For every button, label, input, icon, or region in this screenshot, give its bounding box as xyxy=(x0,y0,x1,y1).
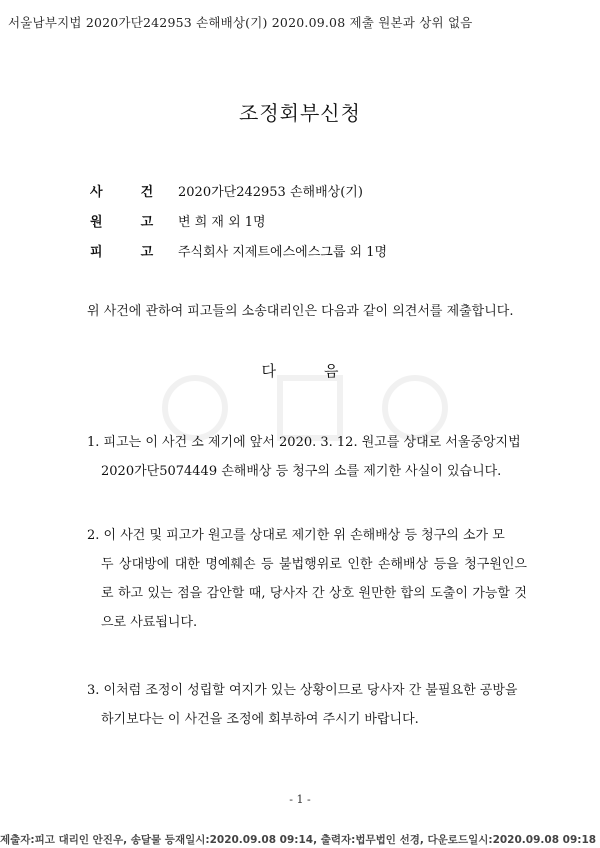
defendant-label xyxy=(90,241,160,260)
plaintiff-label xyxy=(90,211,160,230)
page-number: - 1 - xyxy=(289,793,311,806)
plaintiff-label-char-1: 원 xyxy=(90,215,103,230)
intro-text: 위 사건에 관하여 피고들의 소송대리인은 다음과 같이 의견서를 제출합니다. xyxy=(87,304,514,319)
case-label xyxy=(90,181,160,200)
list-item-first-line: 3. 이처럼 조정이 성립할 여지가 있는 상황이므로 당사자 간 불필요한 공방을 xyxy=(87,683,518,698)
defendant-label-char-2: 고 xyxy=(140,245,154,260)
list-item-first-line: 2. 이 사건 및 피고가 원고를 상대로 제기한 위 손해배상 등 청구의 소가 모 xyxy=(87,528,505,543)
list-item xyxy=(87,521,527,637)
list-item-continuation: 2020가단5074449 손해배상 등 청구의 소를 제기한 사실이 있습니다. xyxy=(101,464,502,479)
list-item-continuation: 하기보다는 이 사건을 조정에 회부하여 주시기 바랍니다. xyxy=(101,712,419,727)
section-heading-char-2: 음 xyxy=(324,362,339,380)
submission-footer: 제출자:피고 대리인 안진우, 송달물 등재일시:2020.09.08 09:14, 출력자:법무법인 선경, 다운로드일시:2020.09.08 09:18 xyxy=(0,834,597,846)
document-header: 서울남부지법 2020가단242953 손해배상(기) 2020.09.08 제출 원본과 상위 없음 xyxy=(8,15,473,30)
case-label-char-1: 사 xyxy=(90,185,103,200)
list-item-first-line: 1. 피고는 이 사건 소 제기에 앞서 2020. 3. 12. 원고를 상대로 서울중앙지법 xyxy=(87,435,521,450)
section-heading xyxy=(0,360,600,381)
plaintiff-value: 변 희 재 외 1명 xyxy=(178,215,266,230)
case-value: 2020가단242953 손해배상(기) xyxy=(178,185,363,200)
defendant-label-char-1: 피 xyxy=(90,245,103,260)
section-heading-char-1: 다 xyxy=(261,362,276,380)
case-label-char-2: 건 xyxy=(140,185,154,200)
list-item xyxy=(87,428,527,486)
plaintiff-label-char-2: 고 xyxy=(140,215,154,230)
list-item xyxy=(87,676,527,734)
list-item-continuation: 두 상대방에 대한 명예훼손 등 불법행위로 인한 손해배상 등을 청구원인으로 하고 있는 점을 감안할 때, 당사자 간 상호 원만한 합의 도출이 가능할 것으로 사료됩니다. xyxy=(101,557,527,630)
defendant-value: 주식회사 지제트에스에스그룹 외 1명 xyxy=(178,245,388,260)
page-title: 조정회부신청 xyxy=(239,101,361,125)
